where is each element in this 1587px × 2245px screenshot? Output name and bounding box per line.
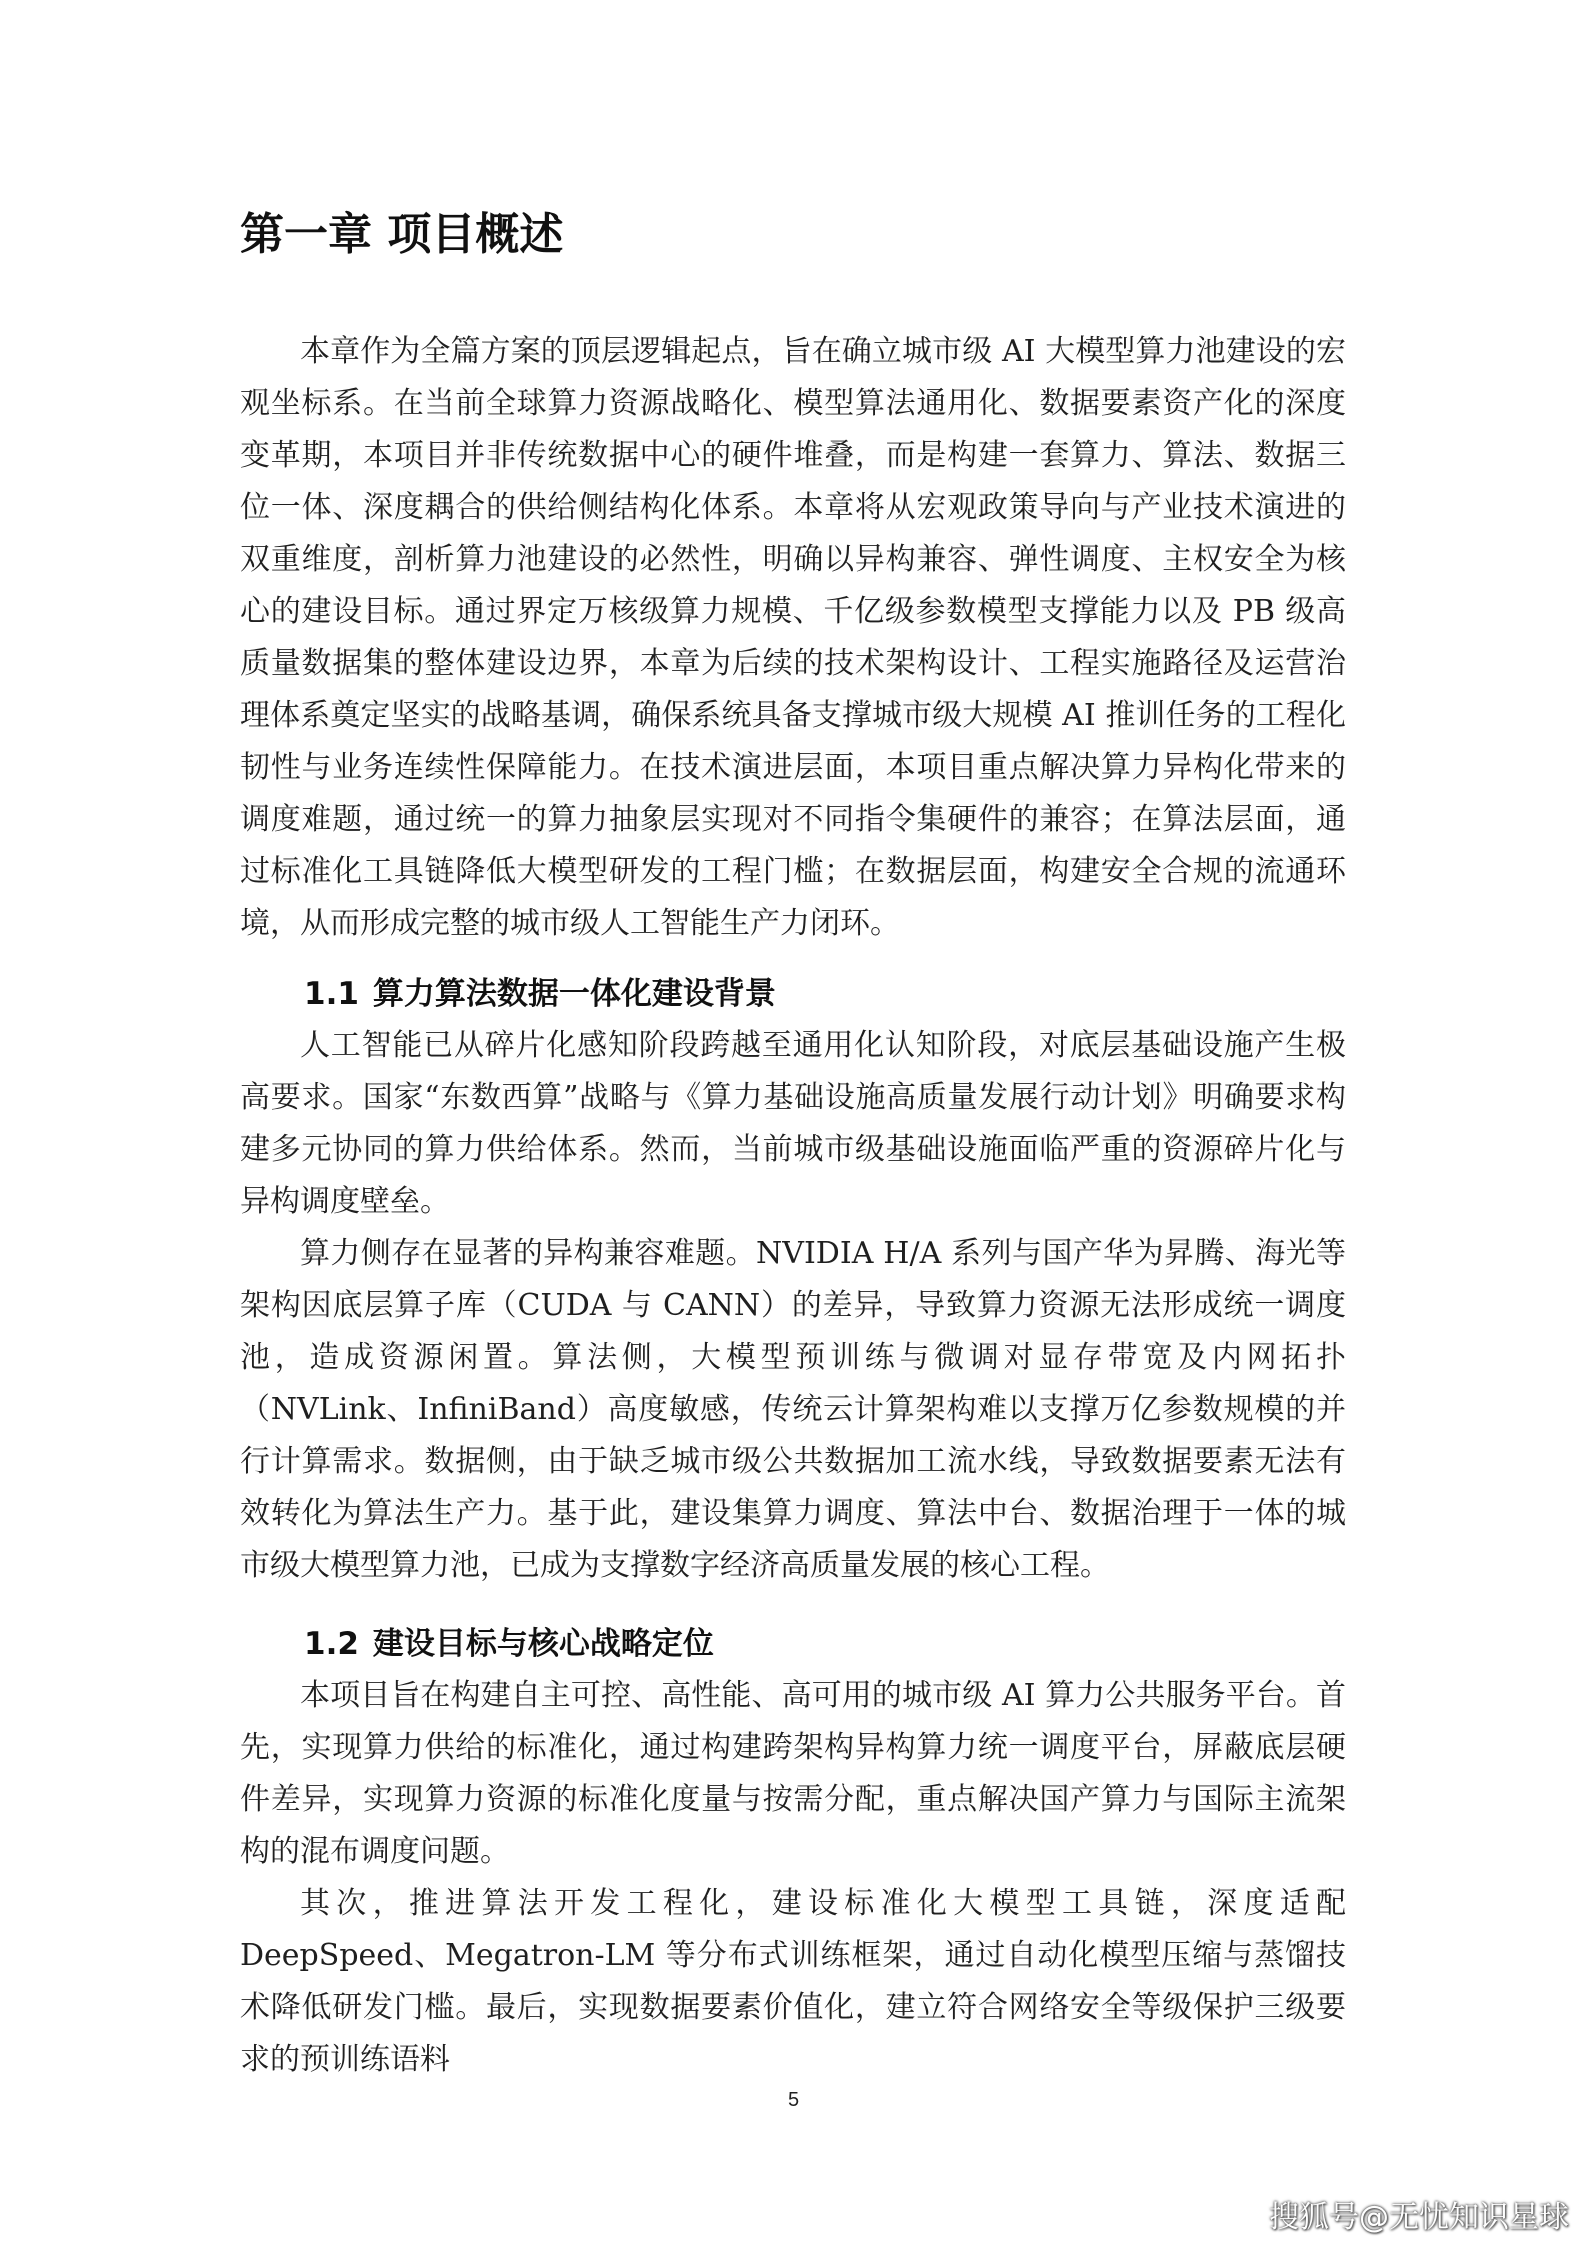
section-number: 1.2: [304, 1626, 359, 1662]
section-heading-1-2: [304, 1618, 714, 1670]
section-number: 1.1: [304, 976, 359, 1012]
watermark: 搜狐号@无忧知识星球: [1269, 2200, 1569, 2235]
chapter-title: 第一章 项目概述: [240, 209, 564, 260]
page-number: 5: [787, 2089, 800, 2111]
section-1-2-paragraph-1: 本项目旨在构建自主可控、高性能、高可用的城市级 AI 算力公共服务平台。首先，实现算力供给的标准化，通过构建跨架构异构算力统一调度平台，屏蔽底层硬件差异，实现算力资源的标准化度量与按需分配，重点解决国产算力与国际主流架构的混布调度问题。: [240, 1678, 1346, 1869]
section-1-1-paragraph-1: 人工智能已从碎片化感知阶段跨越至通用化认知阶段，对底层基础设施产生极高要求。国家“东数西算”战略与《算力基础设施高质量发展行动计划》明确要求构建多元协同的算力供给体系。然而，当前城市级基础设施面临严重的资源碎片化与异构调度壁垒。: [240, 1028, 1346, 1219]
section-1-2-paragraph-2: 其次，推进算法开发工程化，建设标准化大模型工具链，深度适配 DeepSpeed、Megatron-LM 等分布式训练框架，通过自动化模型压缩与蒸馏技术降低研发门槛。最后，实现数据要素价值化，建立符合网络安全等级保护三级要求的预训练语料: [240, 1886, 1346, 2077]
intro-paragraph: 本章作为全篇方案的顶层逻辑起点，旨在确立城市级 AI 大模型算力池建设的宏观坐标系。在当前全球算力资源战略化、模型算法通用化、数据要素资产化的深度变革期，本项目并非传统数据中心的硬件堆叠，而是构建一套算力、算法、数据三位一体、深度耦合的供给侧结构化体系。本章将从宏观政策导向与产业技术演进的双重维度，剖析算力池建设的必然性，明确以异构兼容、弹性调度、主权安全为核心的建设目标。通过界定万核级算力规模、千亿级参数模型支撑能力以及 PB 级高质量数据集的整体建设边界，本章为后续的技术架构设计、工程实施路径及运营治理体系奠定坚实的战略基调，确保系统具备支撑城市级大规模 AI 推训任务的工程化韧性与业务连续性保障能力。在技术演进层面，本项目重点解决算力异构化带来的调度难题，通过统一的算力抽象层实现对不同指令集硬件的兼容；在算法层面，通过标准化工具链降低大模型研发的工程门槛；在数据层面，构建安全合规的流通环境，从而形成完整的城市级人工智能生产力闭环。: [240, 334, 1346, 941]
section-title-text: 算力算法数据一体化建设背景: [372, 976, 776, 1012]
section-title-text: 建设目标与核心战略定位: [372, 1626, 714, 1662]
section-heading-1-1: [304, 968, 776, 1020]
section-1-1-paragraph-2: 算力侧存在显著的异构兼容难题。NVIDIA H/A 系列与国产华为昇腾、海光等架构因底层算子库（CUDA 与 CANN）的差异，导致算力资源无法形成统一调度池，造成资源闲置。算法侧，大模型预训练与微调对显存带宽及内网拓扑（NVLink、InfiniBand）高度敏感，传统云计算架构难以支撑万亿参数规模的并行计算需求。数据侧，由于缺乏城市级公共数据加工流水线，导致数据要素无法有效转化为算法生产力。基于此，建设集算力调度、算法中台、数据治理于一体的城市级大模型算力池，已成为支撑数字经济高质量发展的核心工程。: [240, 1236, 1346, 1583]
